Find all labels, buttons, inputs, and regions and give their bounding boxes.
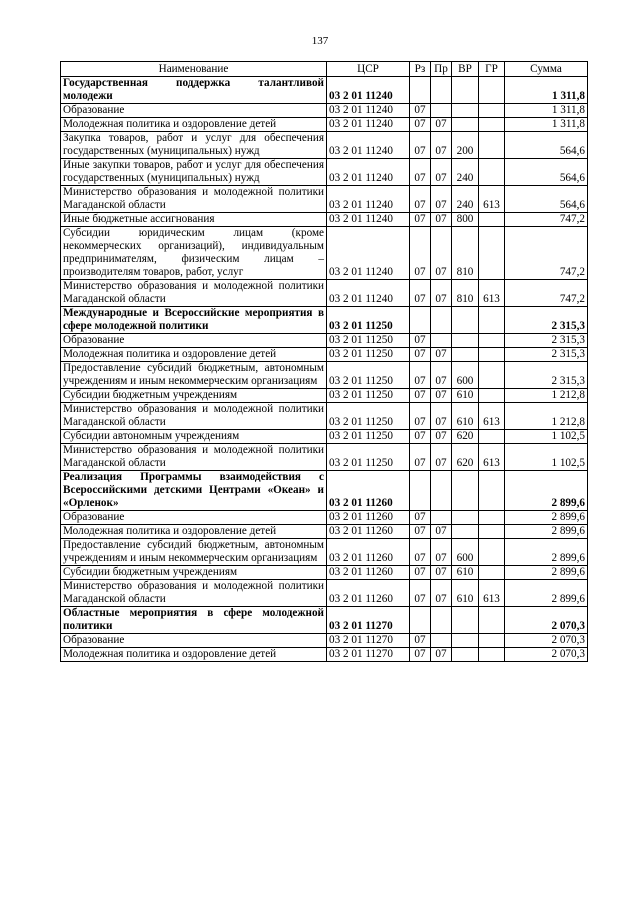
cell-pr: 07	[431, 580, 452, 607]
cell-rz: 07	[410, 118, 431, 132]
table-row	[61, 159, 588, 186]
cell-name: Субсидии бюджетным учреждениям	[61, 566, 327, 580]
cell-vr: 610	[452, 389, 479, 403]
table-row	[61, 104, 588, 118]
cell-csr: 03 2 01 11260	[327, 525, 410, 539]
cell-sum: 1 311,8	[505, 118, 588, 132]
cell-gr: 613	[479, 186, 505, 213]
cell-gr	[479, 525, 505, 539]
cell-name: Субсидии юридическим лицам (кроме некоммерческих организаций), индивидуальным предпринимателям, физическим лицам – производителям товаров, работ, услуг	[61, 227, 327, 280]
cell-name: Закупка товаров, работ и услуг для обеспечения государственных (муниципальных) нужд	[61, 132, 327, 159]
cell-sum: 2 315,3	[505, 348, 588, 362]
cell-name: Предоставление субсидий бюджетным, автономным учреждениям и иным некоммерческим организациям	[61, 539, 327, 566]
cell-gr: 613	[479, 580, 505, 607]
cell-name: Государственная поддержка талантливой молодежи	[61, 77, 327, 104]
cell-sum: 1 311,8	[505, 104, 588, 118]
cell-pr: 07	[431, 227, 452, 280]
cell-name: Реализация Программы взаимодействия с Всероссийскими детскими Центрами «Океан» и «Орленок»	[61, 471, 327, 511]
cell-rz	[410, 77, 431, 104]
cell-vr	[452, 348, 479, 362]
cell-vr	[452, 648, 479, 662]
cell-csr: 03 2 01 11250	[327, 389, 410, 403]
cell-vr: 610	[452, 403, 479, 430]
cell-vr: 810	[452, 227, 479, 280]
header-name: Наименование	[61, 62, 327, 77]
cell-sum: 2 315,3	[505, 307, 588, 334]
header-rz: Рз	[410, 62, 431, 77]
cell-gr	[479, 471, 505, 511]
cell-csr: 03 2 01 11250	[327, 334, 410, 348]
cell-csr: 03 2 01 11250	[327, 403, 410, 430]
cell-rz: 07	[410, 566, 431, 580]
cell-rz: 07	[410, 580, 431, 607]
table-row	[61, 648, 588, 662]
cell-name: Молодежная политика и оздоровление детей	[61, 648, 327, 662]
cell-name: Субсидии автономным учреждениям	[61, 430, 327, 444]
cell-csr: 03 2 01 11250	[327, 444, 410, 471]
cell-sum: 2 070,3	[505, 607, 588, 634]
header-pr: Пр	[431, 62, 452, 77]
cell-gr	[479, 389, 505, 403]
cell-csr: 03 2 01 11270	[327, 648, 410, 662]
cell-gr	[479, 118, 505, 132]
table-row	[61, 132, 588, 159]
cell-gr	[479, 104, 505, 118]
cell-pr	[431, 334, 452, 348]
cell-gr	[479, 334, 505, 348]
table-row	[61, 280, 588, 307]
table-body	[61, 77, 588, 662]
cell-pr: 07	[431, 280, 452, 307]
cell-pr: 07	[431, 430, 452, 444]
cell-sum: 747,2	[505, 213, 588, 227]
cell-gr	[479, 132, 505, 159]
cell-rz	[410, 307, 431, 334]
table-row	[61, 444, 588, 471]
cell-csr: 03 2 01 11260	[327, 539, 410, 566]
cell-vr: 620	[452, 430, 479, 444]
cell-csr: 03 2 01 11240	[327, 132, 410, 159]
cell-rz: 07	[410, 634, 431, 648]
cell-name: Молодежная политика и оздоровление детей	[61, 348, 327, 362]
cell-csr: 03 2 01 11240	[327, 213, 410, 227]
cell-pr: 07	[431, 348, 452, 362]
cell-gr	[479, 607, 505, 634]
header-sum: Сумма	[505, 62, 588, 77]
table-row	[61, 430, 588, 444]
cell-vr: 600	[452, 539, 479, 566]
cell-gr	[479, 566, 505, 580]
cell-vr	[452, 607, 479, 634]
cell-vr: 810	[452, 280, 479, 307]
cell-sum: 2 899,6	[505, 525, 588, 539]
header-gr: ГР	[479, 62, 505, 77]
cell-vr	[452, 77, 479, 104]
cell-vr: 600	[452, 362, 479, 389]
cell-sum: 2 070,3	[505, 634, 588, 648]
cell-vr: 240	[452, 159, 479, 186]
table-row	[61, 227, 588, 280]
cell-sum: 564,6	[505, 132, 588, 159]
cell-pr: 07	[431, 159, 452, 186]
cell-pr	[431, 77, 452, 104]
cell-sum: 1 102,5	[505, 444, 588, 471]
cell-rz: 07	[410, 186, 431, 213]
table-row	[61, 118, 588, 132]
cell-csr: 03 2 01 11240	[327, 159, 410, 186]
cell-gr	[479, 539, 505, 566]
cell-sum: 2 899,6	[505, 471, 588, 511]
cell-name: Министерство образования и молодежной политики Магаданской области	[61, 186, 327, 213]
cell-vr	[452, 471, 479, 511]
cell-vr: 610	[452, 580, 479, 607]
cell-vr: 620	[452, 444, 479, 471]
cell-name: Образование	[61, 334, 327, 348]
cell-csr: 03 2 01 11240	[327, 104, 410, 118]
cell-csr: 03 2 01 11240	[327, 186, 410, 213]
cell-csr: 03 2 01 11260	[327, 566, 410, 580]
cell-rz: 07	[410, 648, 431, 662]
cell-sum: 1 311,8	[505, 77, 588, 104]
table-row	[61, 539, 588, 566]
cell-sum: 1 212,8	[505, 389, 588, 403]
cell-rz: 07	[410, 132, 431, 159]
cell-rz: 07	[410, 280, 431, 307]
page-number: 137	[311, 35, 329, 47]
table-row	[61, 566, 588, 580]
cell-name: Международные и Всероссийские мероприятия в сфере молодежной политики	[61, 307, 327, 334]
cell-vr	[452, 307, 479, 334]
cell-gr	[479, 511, 505, 525]
cell-pr	[431, 104, 452, 118]
cell-sum: 2 899,6	[505, 580, 588, 607]
cell-csr: 03 2 01 11250	[327, 430, 410, 444]
cell-gr: 613	[479, 403, 505, 430]
cell-vr	[452, 634, 479, 648]
cell-sum: 2 899,6	[505, 511, 588, 525]
cell-gr	[479, 362, 505, 389]
cell-pr: 07	[431, 132, 452, 159]
table-row	[61, 186, 588, 213]
cell-sum: 1 212,8	[505, 403, 588, 430]
cell-pr	[431, 471, 452, 511]
cell-rz: 07	[410, 444, 431, 471]
cell-csr: 03 2 01 11240	[327, 118, 410, 132]
cell-pr: 07	[431, 186, 452, 213]
cell-gr	[479, 430, 505, 444]
cell-pr: 07	[431, 118, 452, 132]
cell-rz	[410, 471, 431, 511]
cell-rz: 07	[410, 104, 431, 118]
cell-vr: 800	[452, 213, 479, 227]
cell-rz	[410, 607, 431, 634]
table-row	[61, 403, 588, 430]
cell-vr: 240	[452, 186, 479, 213]
table-row	[61, 525, 588, 539]
cell-sum: 564,6	[505, 186, 588, 213]
cell-pr: 07	[431, 362, 452, 389]
cell-csr: 03 2 01 11240	[327, 227, 410, 280]
cell-pr: 07	[431, 389, 452, 403]
cell-name: Министерство образования и молодежной политики Магаданской области	[61, 403, 327, 430]
cell-name: Министерство образования и молодежной политики Магаданской области	[61, 580, 327, 607]
cell-pr: 07	[431, 444, 452, 471]
cell-sum: 2 070,3	[505, 648, 588, 662]
cell-rz: 07	[410, 348, 431, 362]
cell-pr: 07	[431, 648, 452, 662]
table-row	[61, 580, 588, 607]
cell-name: Молодежная политика и оздоровление детей	[61, 525, 327, 539]
table-row	[61, 77, 588, 104]
cell-gr	[479, 159, 505, 186]
cell-name: Иные закупки товаров, работ и услуг для обеспечения государственных (муниципальных) нужд	[61, 159, 327, 186]
cell-rz: 07	[410, 213, 431, 227]
cell-name: Министерство образования и молодежной политики Магаданской области	[61, 444, 327, 471]
cell-rz: 07	[410, 525, 431, 539]
cell-vr	[452, 104, 479, 118]
cell-name: Образование	[61, 104, 327, 118]
cell-sum: 747,2	[505, 227, 588, 280]
cell-vr	[452, 511, 479, 525]
cell-gr: 613	[479, 444, 505, 471]
cell-vr	[452, 525, 479, 539]
cell-pr: 07	[431, 403, 452, 430]
cell-gr	[479, 213, 505, 227]
cell-csr: 03 2 01 11260	[327, 471, 410, 511]
cell-sum: 2 899,6	[505, 539, 588, 566]
cell-sum: 564,6	[505, 159, 588, 186]
cell-name: Министерство образования и молодежной политики Магаданской области	[61, 280, 327, 307]
header-vr: ВР	[452, 62, 479, 77]
header-csr: ЦСР	[327, 62, 410, 77]
table-row	[61, 362, 588, 389]
cell-name: Молодежная политика и оздоровление детей	[61, 118, 327, 132]
table-row	[61, 213, 588, 227]
cell-sum: 2 315,3	[505, 334, 588, 348]
table-row	[61, 334, 588, 348]
cell-csr: 03 2 01 11260	[327, 511, 410, 525]
cell-name: Образование	[61, 511, 327, 525]
cell-pr	[431, 634, 452, 648]
cell-rz: 07	[410, 159, 431, 186]
table-row	[61, 389, 588, 403]
cell-sum: 747,2	[505, 280, 588, 307]
cell-gr	[479, 307, 505, 334]
cell-gr	[479, 648, 505, 662]
cell-pr	[431, 511, 452, 525]
cell-rz: 07	[410, 334, 431, 348]
cell-vr: 200	[452, 132, 479, 159]
cell-vr	[452, 118, 479, 132]
cell-gr	[479, 77, 505, 104]
cell-csr: 03 2 01 11270	[327, 634, 410, 648]
cell-pr: 07	[431, 525, 452, 539]
cell-gr	[479, 227, 505, 280]
cell-csr: 03 2 01 11240	[327, 77, 410, 104]
cell-csr: 03 2 01 11250	[327, 307, 410, 334]
cell-pr: 07	[431, 213, 452, 227]
cell-rz: 07	[410, 511, 431, 525]
cell-sum: 2 315,3	[505, 362, 588, 389]
cell-vr: 610	[452, 566, 479, 580]
cell-name: Образование	[61, 634, 327, 648]
cell-name: Субсидии бюджетным учреждениям	[61, 389, 327, 403]
cell-pr	[431, 307, 452, 334]
cell-sum: 1 102,5	[505, 430, 588, 444]
cell-csr: 03 2 01 11240	[327, 280, 410, 307]
cell-name: Областные мероприятия в сфере молодежной политики	[61, 607, 327, 634]
cell-name: Предоставление субсидий бюджетным, автономным учреждениям и иным некоммерческим организациям	[61, 362, 327, 389]
cell-gr	[479, 348, 505, 362]
cell-pr: 07	[431, 539, 452, 566]
cell-pr	[431, 607, 452, 634]
cell-gr	[479, 634, 505, 648]
table-row	[61, 511, 588, 525]
table-row	[61, 471, 588, 511]
cell-name: Иные бюджетные ассигнования	[61, 213, 327, 227]
budget-table	[60, 61, 588, 662]
cell-csr: 03 2 01 11250	[327, 362, 410, 389]
table-row	[61, 634, 588, 648]
cell-rz: 07	[410, 539, 431, 566]
cell-csr: 03 2 01 11260	[327, 580, 410, 607]
table-row	[61, 607, 588, 634]
table-row	[61, 307, 588, 334]
cell-rz: 07	[410, 389, 431, 403]
cell-gr: 613	[479, 280, 505, 307]
cell-vr	[452, 334, 479, 348]
cell-rz: 07	[410, 362, 431, 389]
cell-rz: 07	[410, 430, 431, 444]
cell-csr: 03 2 01 11270	[327, 607, 410, 634]
cell-pr: 07	[431, 566, 452, 580]
cell-rz: 07	[410, 403, 431, 430]
cell-rz: 07	[410, 227, 431, 280]
table-row	[61, 348, 588, 362]
table-header-row	[61, 62, 588, 77]
cell-csr: 03 2 01 11250	[327, 348, 410, 362]
cell-sum: 2 899,6	[505, 566, 588, 580]
